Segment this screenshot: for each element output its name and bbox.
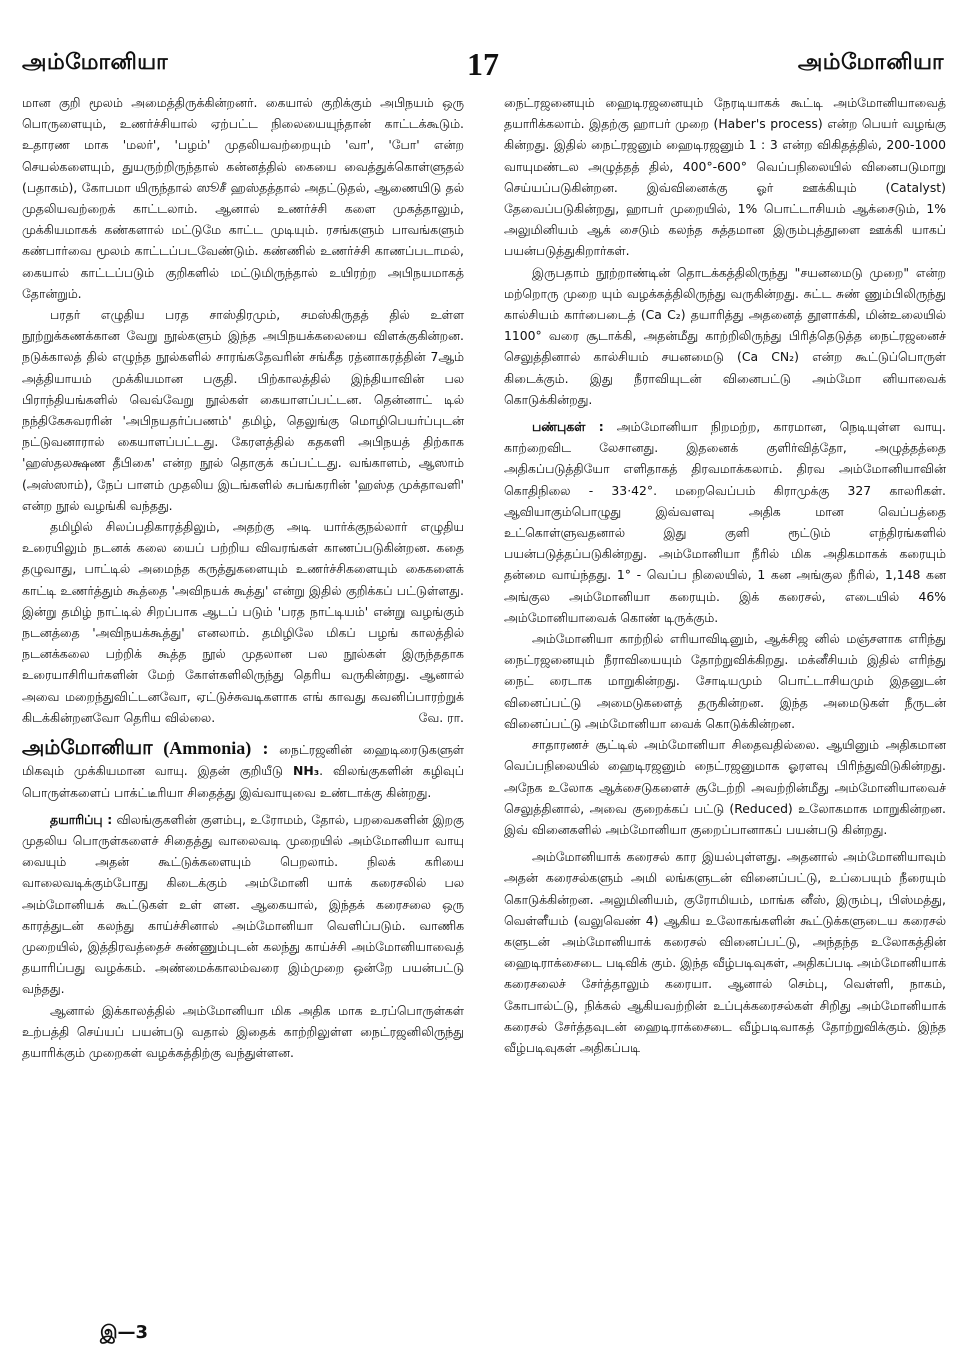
page-number: 17 bbox=[467, 45, 499, 82]
subheading-preparation: தயாரிப்பு : bbox=[50, 811, 113, 827]
entry-title: அம்மோனியா bbox=[22, 735, 153, 760]
header-left-title: அம்மோனியா bbox=[22, 50, 169, 75]
chemical-formula: NH₃ bbox=[292, 763, 320, 779]
entry-intro bbox=[22, 734, 464, 803]
preparation-text: விலங்குகளின் குளம்பு, உரோமம், தோல், பறவைகளின் இறகு முதலிய பொருள்களைச் சிதைத்து வாலைவடி முறையில் அம்மோனியா வாயு வையும் அதன் கூட்டுக்களையும் பெறலாம். நிலக் கரியை வாலைவடிக்கும்போது கிடைக்கும் அம்மோனி யாக் கரைசலில் பல அம்மோனியக் கூட்டுகள் உள் ளன. ஆகையால், இந்தக் கரைசலை ஒரு காரத்துடன் கலந்து காய்ச்சினால் அம்மோனியா வெளிப்படும். வாணிக முறையில், இத்திரவத்தைச் சுண்ணும்புடன் கலந்து காய்ச்சி அம்மோனியாவைத் தயாரிப்பது வழக்கம். அண்மைக்காலம்வரை இம்முறை ஒன்றே பயன்பட்டு வந்தது. bbox=[22, 811, 464, 997]
paragraph: நைட்ரஜனையும் ஹைடிரஜனையும் நேரடியாகக் கூட்டி அம்மோனியாவைத் தயாரிக்கலாம். இதற்கு ஹாபர் முறை (Haber's process) என்ற பெயர் வழங்கு கின்றது. இதில் நைட்ரஜனும் ஹைடிரஜனும் 1 : 3 என்ற விகிதத்தில், 200-1000 வாயுமண்டல அழுத்தத் தில், 400°-600° வெப்பநிலையில் வினைபடுமாறு செய்யப்படுகின்றன. இவ்வினைக்கு ஓர் ஊக்கியும் (Catalyst) தேவைப்படுகின்றது, ஹாபர் முறையில், 1% பொட்டாசியம் ஆக்சைடும், 1% அலுமினியம் ஆக் சைடும் கலந்த சுத்தமான இரும்புத்தூளை ஊக்கி யாகப் பயன்படுத்துகிறார்கள். bbox=[504, 95, 946, 259]
paragraph: பரதர் எழுதிய பரத சாஸ்திரமும், சமஸ்கிருதத் தில் உள்ள நூற்றுக்கணக்கான வேறு நூல்களும் இந்த அபிநயக்கலையை விளக்குகின்றன. நடுக்காலத் தில் எழுந்த நூல்களில் சாரங்கதேவரின் சங்கீத ரத்னாகரத்தின் 7ஆம் அத்தியாயம் முக்கியமான பகுதி. பிற்காலத்தில் இந்தியாவின் பல பிராந்தியங்களில் வெவ்வேறு நூல்கள் கையாளப்பட்டன. தென்னாட் டில் நந்திகேசுவரரின் 'அபிநயதர்ப்பணம்' தமிழ், தெலுங்கு மொழிபெயர்ப்புடன் நட்டுவனாரால் கையாளப்பட்டது. கேரளத்தில் கதகளி அபிநயத் திற்காக 'ஹஸ்தலக்ஷண தீபிகை' என்ற நூல் தொகுக் கப்பட்டது. வங்காளம், ஆஸாம் (அஸ்ஸாம்), நேப் பாளம் முதலிய இடங்களில் சுபங்கரரின் 'ஹஸ்த முக்தாவளி' என்ற நூல் வழங்கி வந்தது. bbox=[22, 307, 464, 513]
left-column bbox=[22, 92, 464, 1063]
entry-title-english: (Ammonia) : bbox=[163, 738, 269, 759]
entry-intro-text-cont: . விலங்குகளின் கழிவுப் பொருள்களைப் பாக்ட்டீரியா சிதைத்து இவ்வாயுவை உண்டாக்கு கின்றது. bbox=[22, 763, 464, 800]
author-signature: வே. ரா. bbox=[418, 709, 464, 725]
paragraph-preparation bbox=[22, 809, 464, 1000]
right-column bbox=[504, 92, 946, 1058]
subheading-properties: பண்புகள் : bbox=[532, 419, 604, 435]
paragraph: மான குறி மூலம் அமைத்திருக்கின்றனர். கையால் குறிக்கும் அபிநயம் ஒரு பொருளையும், உணர்ச்சியால் ஏற்பட்ட நிலையையுந்தான் காட்டக்கூடும். உதாரண மாக 'மலர்', 'பழம்' முதலியவற்றையும் 'வா', 'போ' என்ற செயல்களையும், துயருற்றிருந்தால் கன்னத்தில் கையை வைத்துக்கொள்ளுதல் (பதாகம்), கோபமா யிருந்தால் ஸூசீ ஹஸ்தத்தால் அதட்டுதல், ஆணையிடு தல் முதலியவற்றைக் காட்டலாம். ஆனால் உணர்ச்சி களை முகத்தாலும், முக்கியமாகக் கண்களால் மட்டுமே காட்ட முடியும். ரசங்களும் பாவங்களும் கண்பார்வை மூலம் காட்டப்படவேண்டும். கண்ணில் உணர்ச்சி காணப்படாமல், கையால் காட்டப்படும் குறிகளில் மட்டுமிருந்தால் உயிரற்ற அபிநயமாகத் தோன்றும். bbox=[22, 95, 464, 301]
paragraph: சாதாரணச் சூட்டில் அம்மோனியா சிதைவதில்லை. ஆயினும் அதிகமான வெப்பநிலையில் ஹைடிரஜனும் நைட்ரஜனுமாக ஓரளவு பிரிந்துவிடுகின்றது. அநேக உலோக ஆக்சைடுகளைச் சூடேற்றி அவற்றின்மீது அம்மோனியாவைச் செலுத்தினால், அவை குறைக்கப் பட்டு (Reduced) உலோகமாக மாறுகின்றன. இவ் வினைகளில் அம்மோனியா குறைப்பானாகப் பயன்படு கின்றது. bbox=[504, 737, 946, 837]
entry-intro-text: நைட்ரஜனின் ஹைடிரைடுகளுள் மிகவும் முக்கியமான வாயு. இதன் குறியீடு bbox=[22, 742, 464, 779]
header-right-title: அம்மோனியா bbox=[797, 50, 944, 75]
paragraph: அம்மோனியாக் கரைசல் கார இயல்புள்ளது. அதனால் அம்மோனியாவும் அதன் கரைசல்களும் அமி லங்களுடன் வினைப்பட்டு, உப்பையும் நீரையும் கொடுக்கின்றன. அலுமினியம், குரோமியம், மாங்க னீஸ், இரும்பு, பிஸ்மத்து, வெள்ளீயம் (வலுவெண் 4) ஆகிய உலோகங்களின் கூட்டுக்களுடைய கரைசல் களுடன் அம்மோனியாக் கரைசல் வினைப்பட்டு, அந்தந்த உலோகத்தின் ஹைடிராக்சைடை படிவிக் கும். இந்த வீழ்படிவுகள், அதிகப்படி அம்மோனியாக் கரைசலைச் சேர்த்தாலும் கரையா. ஆனால் செம்பு, வெள்ளி, நாகம், கோபால்ட்டு, நிக்கல் ஆகியவற்றின் உப்புக்கரைசல்கள் சிறிது அம்மோனியாக் கரைசல் சேர்த்தவுடன் ஹைடிராக்சைடை வீழ்படிவாகத் தோற்றுவிக்கும். இந்த வீழ்படிவுகள் அதிகப்படி bbox=[504, 849, 946, 1055]
properties-text: அம்மோனியா நிறமற்ற, காரமான, நெடியுள்ள வாயு. காற்றைவிட லேசானது. இதனைக் குளிர்வித்தோ, அழுத்தத்தை அதிகப்படுத்தியோ எளிதாகத் திரவமாக்கலாம். திரவ அம்மோனியாவின் கொதிநிலை - 33·42°. மறைவெப்பம் கிராமுக்கு 327 காலரிகள். ஆவியாகும்பொழுது இவ்வளவு அதிக மான வெப்பத்தை உட்கொள்ளுவதனால் இது குளி ரூட்டும் எந்திரங்களில் பயன்படுத்தப்படுகின்றது. அம்மோனியா நீரில் மிக அதிகமாகக் கரையும் தன்மை வாய்ந்தது. 1° - வெப்ப நிலையில், 1 கன அங்குல நீரில், 1,148 கன அங்குல அம்மோனியா கரையும். இக் கரைசல், எடையில் 46% அம்மோனியாவைக் கொண் டிருக்கும். bbox=[504, 419, 946, 625]
signature-code: இ—3 bbox=[100, 1322, 149, 1343]
paragraph: இருபதாம் நூற்றாண்டின் தொடக்கத்திலிருந்து "சயனமைடு முறை" என்ற மற்றொரு முறை யும் வழக்கத்திலிருந்து வருகின்றது. சுட்ட சுண் ணும்பிலிருந்து கால்சியம் கார்பைடைத் (Ca C₂) தயாரித்து அதனைத் தூளாக்கி, மின்உலையில் 1100° வரை சூடாக்கி, அதன்மீது காற்றிலிருந்து பிரித்தெடுத்த நைட்ரஜனைச் செலுத்தினால் கால்சியம் சயனமைடு (Ca CN₂) என்ற கூட்டுப்பொருள் கிடைக்கும். இது நீராவியுடன் வினைபட்டு அம்மோ னியாவைக் கொடுக்கின்றது. bbox=[504, 264, 946, 407]
running-header bbox=[22, 40, 944, 88]
paragraph: அம்மோனியா காற்றில் எரியாவிடினும், ஆக்சிஜ னில் மஞ்சளாக எரிந்து நைட்ரஜனையும் நீராவியையும் தோற்றுவிக்கிறது. மக்னீசியம் இதில் எரிந்து நைட் ரைடாக மாறுகின்றது. சோடியமும் பொட்டாசியமும் இதனுடன் வினைப்பட்டு அமைடுகளைத் தருகின்றன. இந்த அமைடுகள் நீருடன் வினைப்பட்டு அம்மோனியா வைக் கொடுக்கின்றன. bbox=[504, 631, 946, 731]
paragraph-properties bbox=[504, 416, 946, 628]
paragraph: ஆனால் இக்காலத்தில் அம்மோனியா மிக அதிக மாக உரப்பொருள்கள் உற்பத்தி செய்யப் பயன்படு வதால் இதைக் காற்றிலுள்ள நைட்ரஜனிலிருந்து தயாரிக்கும் முறைகள் வழக்கத்திற்கு வந்துள்ளன. bbox=[22, 1002, 464, 1060]
paragraph: தமிழில் சிலப்பதிகாரத்திலும், அதற்கு அடி யார்க்குநல்லார் எழுதிய உரையிலும் நடனக் கலை யைப் பற்றிய விவரங்கள் காணப்படுகின்றன. கதை தழுவாது, பாட்டில் அமைந்த கருத்துகளையும் உணர்ச்சிகளையும் கைகளைக் காட்டி உணர்த்தும் கூத்தை 'அவிநயக் கூத்து' என்று இதில் குறிக்கப் பட்டுள்ளது. இன்று தமிழ் நாட்டில் சிறப்பாக ஆடப் படும் 'பரத நாட்டியம்' என்று வழங்கும் நடனத்தை 'அவிநயக்கூத்து' எனலாம். தமிழிலே மிகப் பழங் காலத்தில் நடனக்கலை பற்றிக் கூத்த நூல் முதலான பல நூல்கள் இருந்ததாக உரையாசிரியர்களின் மேற் கோள்களிலிருந்து தெரிய வருகின்றது. ஆனால் அவை மறைந்துவிட்டனவோ, ஏட்டுச்சுவடிகளாக எங் காவது கவனிப்பாரற்றுக் கிடக்கின்றனவோ தெரிய வில்லை. bbox=[22, 519, 464, 725]
